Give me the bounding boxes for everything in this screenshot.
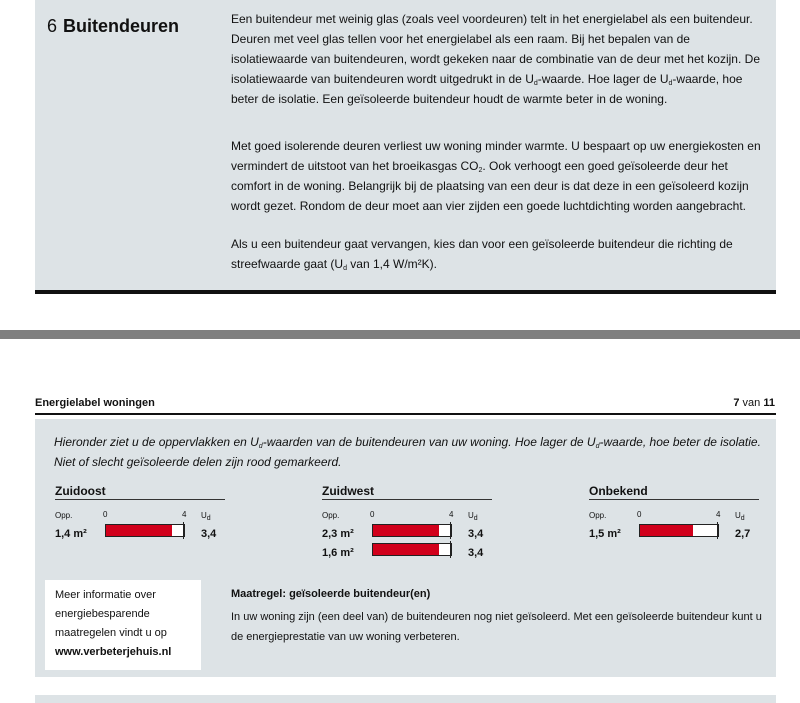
ud-bar: [639, 524, 719, 537]
orientation-rule: [589, 499, 759, 500]
paragraph-advice: Als u een buitendeur gaat vervangen, kies dan voor een geïsoleerde buitendeur die richting de streefwaarde gaat ($U_d$ van 1,4 W/m²K).: [231, 237, 733, 272]
page-separator: [0, 330, 800, 339]
ud-label: $U_d$: [735, 511, 745, 522]
scale-end-mark: [450, 522, 451, 539]
page-number: 7 van 11: [733, 397, 775, 409]
ud-bar-fill: [373, 525, 439, 536]
next-panel-edge: [35, 695, 776, 703]
scale-max: 4: [449, 510, 454, 519]
scale-min: 0: [370, 510, 375, 519]
ud-label: $U_d$: [468, 511, 478, 522]
door-area: 1,6 m²: [322, 547, 354, 559]
ud-bar-fill: [106, 525, 172, 536]
info-text: Meer informatie over energiebesparende maatregelen vindt u op www.verbeterjehuis.nl: [55, 586, 200, 662]
ud-label: $U_d$: [201, 511, 211, 522]
scale-min: 0: [637, 510, 642, 519]
header-rule: [35, 413, 776, 415]
scale-max: 4: [182, 510, 187, 519]
door-ud-value: 3,4: [468, 547, 484, 559]
door-area: 1,5 m²: [589, 528, 621, 540]
scale-end-mark: [183, 522, 184, 539]
orientation-rule: [322, 499, 492, 500]
door-ud-value: 3,4: [468, 528, 484, 540]
paragraph-benefits: Met goed isolerende deuren verliest uw woning minder warmte. U bespaart op uw energiekosten en vermindert de uitstoot van het broeikasgas $CO_2$. Ook verhoogt een goed geïsoleerde deur het comfort in de woning. Belangrijk bij de plaatsing van een deur is dat deze in een geïsoleerd kozijn wordt gezet. Rondom de deur moet aan vier zijden een goede luchtdichting worden aangebracht.: [231, 139, 761, 213]
website-link[interactable]: www.verbeterjehuis.nl: [55, 646, 172, 658]
orientation-rule: [55, 499, 225, 500]
scale-max: 4: [716, 510, 721, 519]
orientation-zuidoost: Zuidoost: [55, 484, 106, 498]
ud-bar-fill: [640, 525, 693, 536]
section-divider: [35, 290, 776, 294]
scale-end-mark: [717, 522, 718, 539]
opp-label: Opp.: [322, 511, 340, 520]
ud-bar-fill: [373, 544, 439, 555]
section-title: Buitendeuren: [63, 16, 180, 36]
section-number: 6: [47, 16, 58, 36]
door-area: 2,3 m²: [322, 528, 354, 540]
opp-label: Opp.: [589, 511, 607, 520]
door-ud-value: 3,4: [201, 528, 217, 540]
page-header-title: Energielabel woningen: [35, 397, 155, 409]
measure-title: Maatregel: geïsoleerde buitendeur(en): [231, 588, 431, 600]
opp-label: Opp.: [55, 511, 73, 520]
door-area: 1,4 m²: [55, 528, 87, 540]
ud-bar: [372, 524, 452, 537]
measure-text: In uw woning zijn (een deel van) de buitendeuren nog niet geïsoleerd. Met een geïsoleerde buitendeur kunt u de energieprestatie van uw woning verbeteren.: [231, 611, 762, 643]
paragraph-door-definition: Een buitendeur met weinig glas (zoals veel voordeuren) telt in het energielabel als een buitendeur. Deuren met veel glas tellen voor het energielabel als een raam. Bij het bepalen van de isolatiewaarde van buitendeuren, wordt gekeken naar de combinatie van de deur met het kozijn. De isolatiewaarde van buitendeuren wordt uitgedrukt in de $U_d$-waarde. Hoe lager de $U_d$-waarde, hoe beter de isolatie. Een geïsoleerde buitendeur houdt de warmte beter in de woning.: [231, 12, 760, 106]
orientation-onbekend: Onbekend: [589, 484, 648, 498]
ud-bar: [372, 543, 452, 556]
scale-end-mark: [450, 541, 451, 558]
door-ud-value: 2,7: [735, 528, 751, 540]
ud-bar: [105, 524, 185, 537]
doors-intro: Hieronder ziet u de oppervlakken en $U_d$-waarden van de buitendeuren van uw woning. Hoe lager de $U_d$-waarde, hoe beter de isolatie. Niet of slecht geïsoleerde delen zijn rood gemarkeerd.: [54, 435, 761, 469]
orientation-zuidwest: Zuidwest: [322, 484, 375, 498]
scale-min: 0: [103, 510, 108, 519]
